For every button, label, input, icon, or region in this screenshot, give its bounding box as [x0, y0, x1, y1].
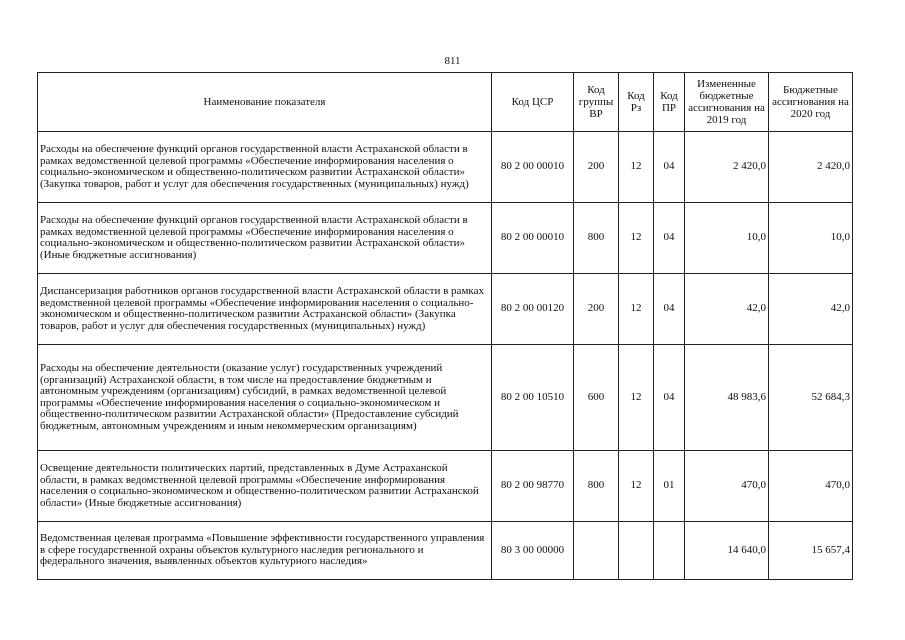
row-pr: 04 — [654, 203, 685, 274]
row-amount-2019: 42,0 — [685, 274, 769, 345]
row-vr: 200 — [574, 132, 619, 203]
header-name: Наименование показателя — [38, 73, 492, 132]
row-name: Расходы на обеспечение функций органов государственной власти Астраханской области в рамках ведомственной целевой программы «Обеспечение информирования населения о социально-экономическом и общественно-политическом развитии Астраханской области» (Иные бюджетные ассигнования) — [38, 203, 492, 274]
header-pr: Код ПР — [654, 73, 685, 132]
row-pr: 04 — [654, 132, 685, 203]
table-row — [38, 451, 853, 522]
table-row — [38, 274, 853, 345]
row-name: Ведомственная целевая программа «Повышение эффективности государственного управления в сфере государственной охраны объектов культурного наследия регионального и федерального значения, выявленных объектов культурного наследия» — [38, 522, 492, 580]
row-pr: 04 — [654, 345, 685, 451]
row-amount-2020: 10,0 — [769, 203, 853, 274]
row-amount-2019: 48 983,6 — [685, 345, 769, 451]
table-row — [38, 132, 853, 203]
row-csr: 80 2 00 10510 — [492, 345, 574, 451]
row-name: Расходы на обеспечение функций органов государственной власти Астраханской области в рамках ведомственной целевой программы «Обеспечение информирования населения о социально-экономическом и общественно-политическом развитии Астраханской области» (Закупка товаров, работ и услуг для обеспечения государственных (муниципальных) нужд) — [38, 132, 492, 203]
header-amount-2020: Бюджетные ассигнования на 2020 год — [769, 73, 853, 132]
row-vr: 800 — [574, 451, 619, 522]
row-csr: 80 2 00 00120 — [492, 274, 574, 345]
row-amount-2020: 15 657,4 — [769, 522, 853, 580]
row-vr — [574, 522, 619, 580]
row-csr: 80 2 00 00010 — [492, 132, 574, 203]
header-amount-2019: Измененные бюджетные ассигнования на 2019 год — [685, 73, 769, 132]
row-amount-2020: 42,0 — [769, 274, 853, 345]
budget-table — [37, 72, 853, 580]
row-csr: 80 2 00 98770 — [492, 451, 574, 522]
row-amount-2019: 2 420,0 — [685, 132, 769, 203]
table-row — [38, 345, 853, 451]
table-row — [38, 522, 853, 580]
row-rz: 12 — [619, 274, 654, 345]
row-pr: 04 — [654, 274, 685, 345]
row-pr — [654, 522, 685, 580]
row-rz — [619, 522, 654, 580]
row-csr: 80 3 00 00000 — [492, 522, 574, 580]
row-name: Освещение деятельности политических партий, представленных в Думе Астраханской области, в рамках ведомственной целевой программы «Обеспечение информирования населения о социально-экономическом и общественно-политическом развитии Астраханской области» (Иные бюджетные ассигнования) — [38, 451, 492, 522]
header-rz: Код Рз — [619, 73, 654, 132]
row-amount-2020: 470,0 — [769, 451, 853, 522]
table-row — [38, 203, 853, 274]
header-vr: Код группы ВР — [574, 73, 619, 132]
row-amount-2020: 2 420,0 — [769, 132, 853, 203]
table-header-row — [38, 73, 853, 132]
row-amount-2019: 470,0 — [685, 451, 769, 522]
row-vr: 800 — [574, 203, 619, 274]
row-rz: 12 — [619, 451, 654, 522]
row-name: Диспансеризация работников органов государственной власти Астраханской области в рамках ведомственной целевой программы «Обеспечение информирования населения о социально-экономическом и общественно-политическом развитии Астраханской области» (Закупка товаров, работ и услуг для обеспечения государственных (муниципальных) нужд) — [38, 274, 492, 345]
row-amount-2020: 52 684,3 — [769, 345, 853, 451]
row-vr: 600 — [574, 345, 619, 451]
row-amount-2019: 10,0 — [685, 203, 769, 274]
row-rz: 12 — [619, 132, 654, 203]
row-amount-2019: 14 640,0 — [685, 522, 769, 580]
row-vr: 200 — [574, 274, 619, 345]
row-rz: 12 — [619, 345, 654, 451]
row-pr: 01 — [654, 451, 685, 522]
row-rz: 12 — [619, 203, 654, 274]
page-number: 811 — [444, 55, 461, 67]
row-csr: 80 2 00 00010 — [492, 203, 574, 274]
row-name: Расходы на обеспечение деятельности (оказание услуг) государственных учреждений (организаций) Астраханской области, в том числе на предоставление бюджетным и автономным учреждениям (организациям) субсидий, в рамках ведомственной целевой программы «Обеспечение информирования населения о социально-экономическом и общественно-политическом развитии Астраханской области» (Предоставление субсидий бюджетным, автономным учреждениям и иным некоммерческим организациям) — [38, 345, 492, 451]
header-csr: Код ЦСР — [492, 73, 574, 132]
